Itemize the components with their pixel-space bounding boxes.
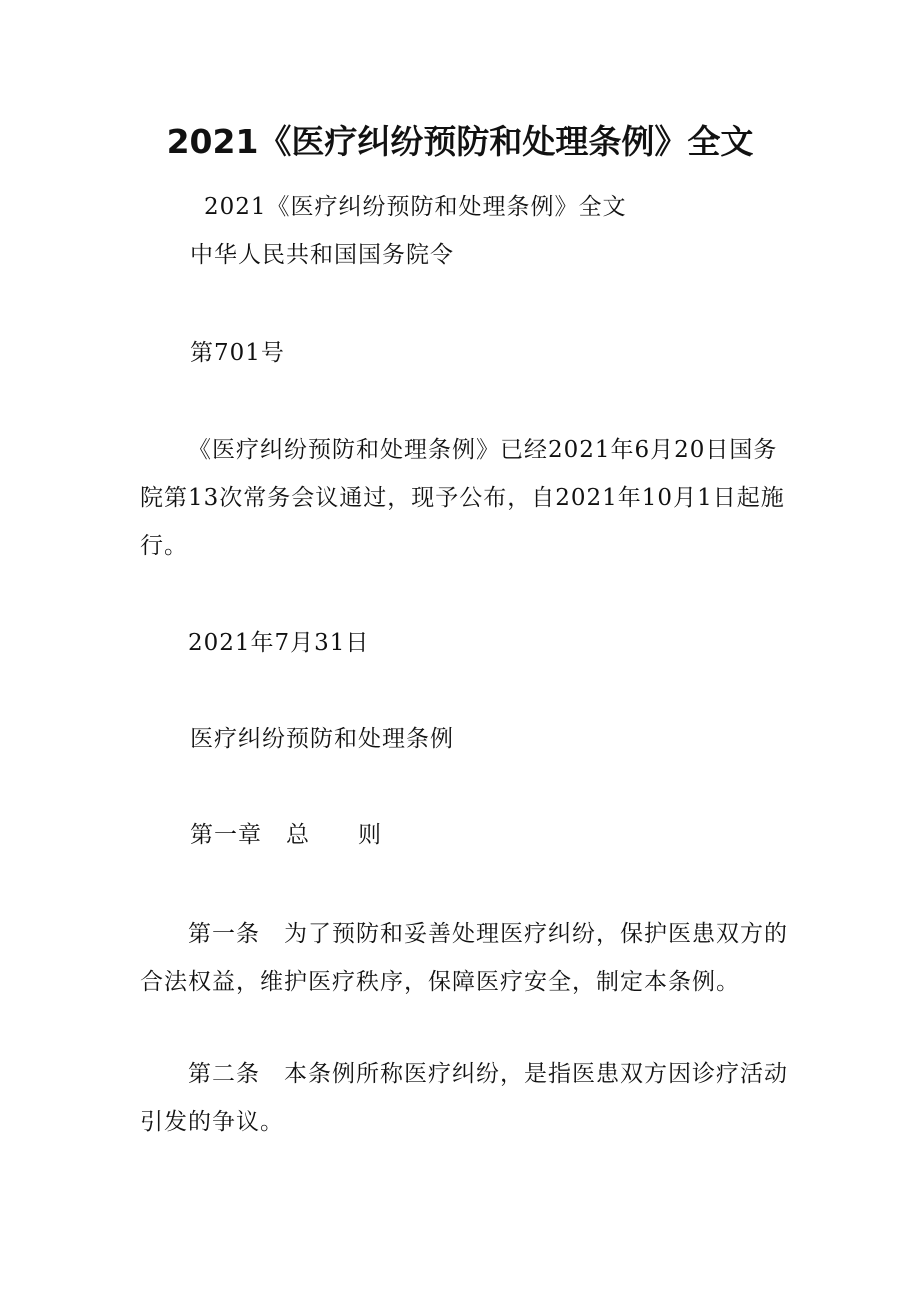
promulgation-date: 2021年7月31日 [188,630,370,656]
chapter-heading: 第一章 总 则 [190,822,382,848]
issuer-line: 中华人民共和国国务院令 [190,242,454,268]
document-subtitle: 2021《医疗纠纷预防和处理条例》全文 [204,194,627,220]
document-title: 2021《医疗纠纷预防和处理条例》全文 [166,122,754,161]
article-2: 第二条 本条例所称医疗纠纷，是指医患双方因诊疗活动引发的争议。 [140,1061,788,1135]
article-1: 第一条 为了预防和妥善处理医疗纠纷，保护医患双方的合法权益，维护医疗秩序，保障医疗安全，制定本条例。 [140,921,788,995]
order-number: 第701号 [190,340,285,366]
regulation-name: 医疗纠纷预防和处理条例 [190,726,454,752]
promulgation-paragraph: 《医疗纠纷预防和处理条例》已经2021年6月20日国务院第13次常务会议通过，现予公布，自2021年10月1日起施行。 [140,437,785,559]
